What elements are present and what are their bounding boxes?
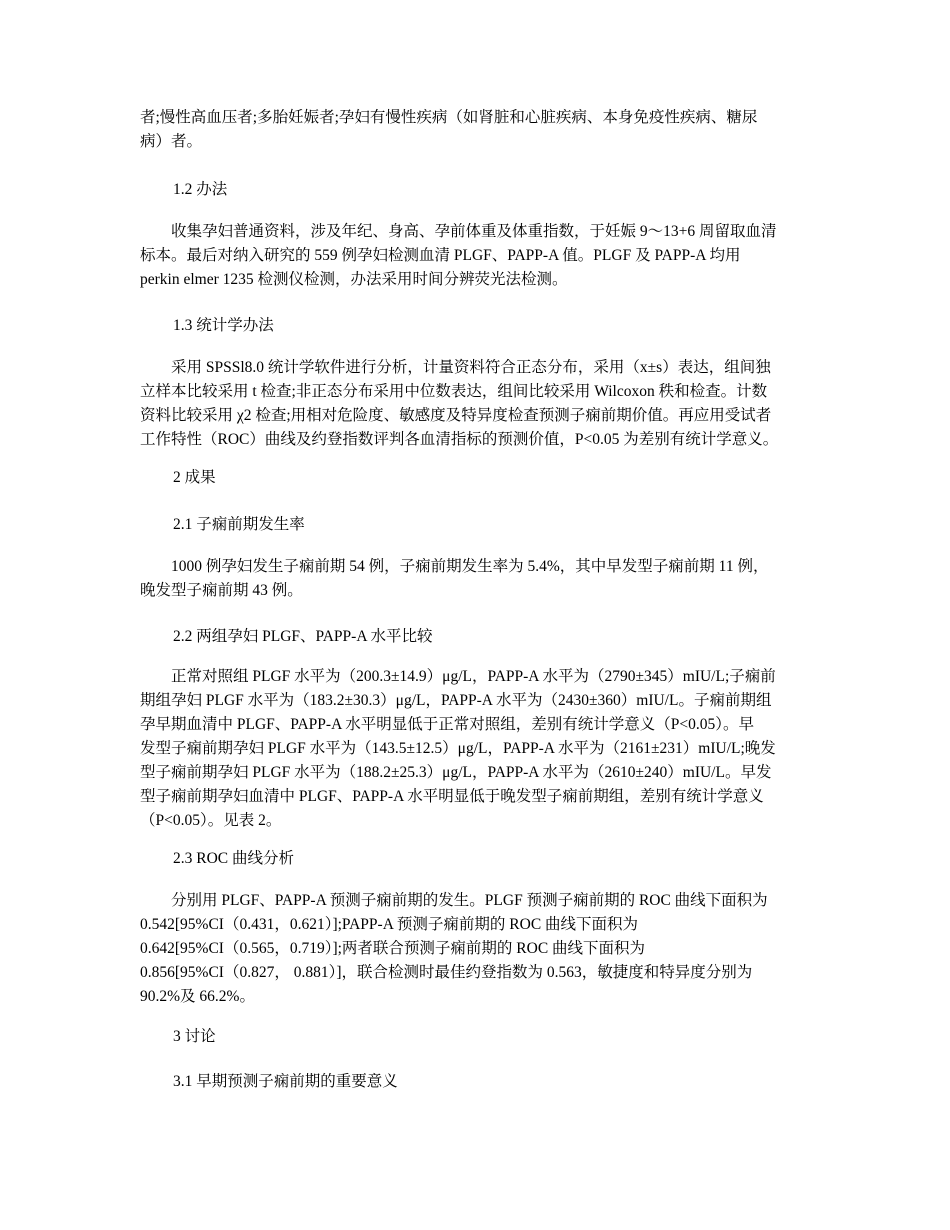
text-line: 0.542[95%CI（0.431，0.621）];PAPP-A 预测子痫前期的 ROC 曲线下面积为 bbox=[140, 916, 639, 933]
text-line: 孕早期血清中 PLGF、PAPP-A 水平明显低于正常对照组，差别有统计学意义（P<0.05）。早 bbox=[140, 716, 755, 733]
text-line: 者;慢性高血压者;多胎妊娠者;孕妇有慢性疾病（如肾脏和心脏疾病、本身免疫性疾病、糖尿 bbox=[140, 109, 758, 126]
section-heading-2-3: 2.3 ROC 曲线分析 bbox=[173, 850, 294, 867]
section-heading-1-2: 1.2 办法 bbox=[173, 181, 228, 198]
text-line: 资料比较采用 χ2 检查;用相对危险度、敏感度及特异度检查预测子痫前期价值。再应用受试者 bbox=[140, 407, 772, 424]
text-line: 正常对照组 PLGF 水平为（200.3±14.9）μg/L，PAPP-A 水平为（2790±345）mIU/L;子痫前 bbox=[140, 668, 776, 685]
text-line: 晚发型子痫前期 43 例。 bbox=[140, 582, 303, 599]
paragraph-plgf-papp-a-comparison bbox=[140, 665, 812, 833]
text-line: 1000 例孕妇发生子痫前期 54 例，子痫前期发生率为 5.4%，其中早发型子痫前期 11 例， bbox=[140, 558, 769, 575]
paragraph-roc-analysis bbox=[140, 889, 812, 1009]
text-line: 病）者。 bbox=[140, 133, 203, 150]
text-line: 型子痫前期孕妇血清中 PLGF、PAPP-A 水平明显低于晚发型子痫前期组，差别有统计学意义 bbox=[140, 788, 764, 805]
text-line: perkin elmer 1235 检测仪检测，办法采用时间分辨荧光法检测。 bbox=[140, 271, 568, 288]
paragraph-exclusion-criteria bbox=[140, 106, 812, 154]
text-line: 立样本比较采用 t 检查;非正态分布采用中位数表达，组间比较采用 Wilcoxon 秩和检查。计数 bbox=[140, 383, 768, 400]
section-heading-1-3: 1.3 统计学办法 bbox=[173, 317, 274, 334]
section-heading-3: 3 讨论 bbox=[173, 1028, 216, 1045]
text-line: 型子痫前期孕妇 PLGF 水平为（188.2±25.3）μg/L，PAPP-A 水平为（2610±240）mIU/L。早发 bbox=[140, 764, 772, 781]
text-line: 工作特性（ROC）曲线及约登指数评判各血清指标的预测价值，P<0.05 为差别有统计学意义。 bbox=[140, 431, 779, 448]
text-line: 90.2%及 66.2%。 bbox=[140, 988, 255, 1005]
text-line: 采用 SPSSl8.0 统计学软件进行分析，计量资料符合正态分布，采用（x±s）表达，组间独 bbox=[140, 359, 771, 376]
text-line: 发型子痫前期孕妇 PLGF 水平为（143.5±12.5）μg/L，PAPP-A 水平为（2161±231）mIU/L;晚发 bbox=[140, 740, 776, 757]
text-line: 标本。最后对纳入研究的 559 例孕妇检测血清 PLGF、PAPP-A 值。PLGF 及 PAPP-A 均用 bbox=[140, 247, 741, 264]
text-line: 期组孕妇 PLGF 水平为（183.2±30.3）μg/L，PAPP-A 水平为（2430±360）mIU/L。子痫前期组 bbox=[140, 692, 772, 709]
section-heading-3-1: 3.1 早期预测子痫前期的重要意义 bbox=[173, 1073, 398, 1090]
section-heading-2-2: 2.2 两组孕妇 PLGF、PAPP-A 水平比较 bbox=[173, 628, 433, 645]
paragraph-methods bbox=[140, 220, 812, 292]
paragraph-incidence bbox=[140, 555, 812, 603]
paragraph-statistics bbox=[140, 356, 812, 452]
text-line: 0.642[95%CI（0.565，0.719）];两者联合预测子痫前期的 ROC 曲线下面积为 bbox=[140, 940, 646, 957]
text-line: 0.856[95%CI（0.827， 0.881）]，联合检测时最佳约登指数为 0.563，敏捷度和特异度分别为 bbox=[140, 964, 753, 981]
text-line: 收集孕妇普通资料，涉及年纪、身高、孕前体重及体重指数，于妊娠 9～13+6 周留取血清 bbox=[140, 223, 777, 240]
text-line: （P<0.05）。见表 2。 bbox=[140, 812, 282, 829]
text-line: 分别用 PLGF、PAPP-A 预测子痫前期的发生。PLGF 预测子痫前期的 ROC 曲线下面积为 bbox=[140, 892, 768, 909]
section-heading-2-1: 2.1 子痫前期发生率 bbox=[173, 516, 305, 533]
section-heading-2: 2 成果 bbox=[173, 469, 216, 486]
